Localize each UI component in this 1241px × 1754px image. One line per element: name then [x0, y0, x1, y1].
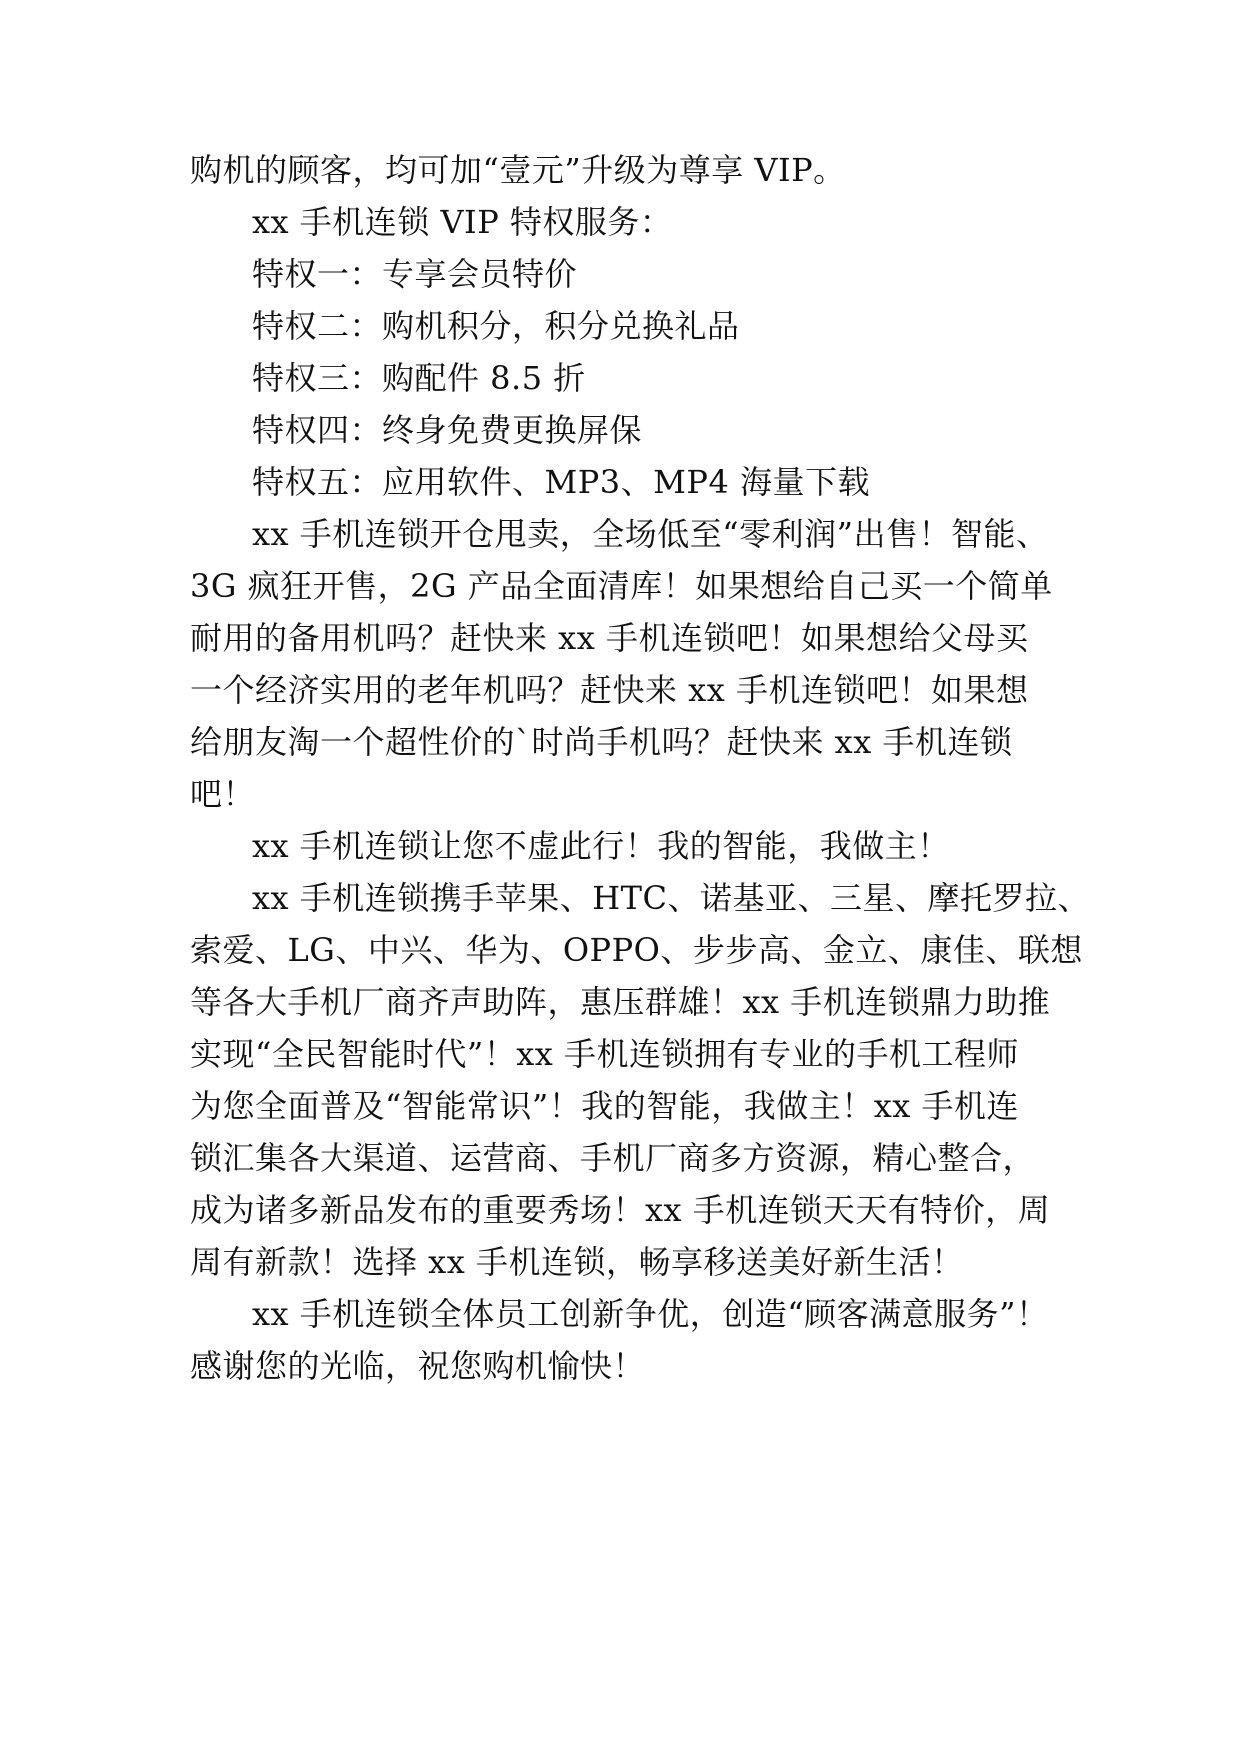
text-line: 特权二：购机积分，积分兑换礼品	[252, 307, 740, 345]
text-line: 特权三：购配件 8.5 折	[252, 359, 586, 397]
text-line: 索爱、LG、中兴、华为、OPPO、步步高、金立、康佳、联想	[190, 931, 1083, 969]
text-line: 实现“全民智能时代”！xx 手机连锁拥有专业的手机工程师	[190, 1035, 1019, 1073]
text-line: xx 手机连锁携手苹果、HTC、诺基亚、三星、摩托罗拉、	[252, 879, 1091, 917]
text-line: 耐用的备用机吗？赶快来 xx 手机连锁吧！如果想给父母买	[190, 619, 1029, 657]
text-line: xx 手机连锁开仓甩卖，全场低至“零利润”出售！智能、	[252, 515, 1049, 553]
text-line: xx 手机连锁 VIP 特权服务：	[252, 203, 673, 241]
text-line: 一个经济实用的老年机吗？赶快来 xx 手机连锁吧！如果想	[190, 671, 1029, 709]
text-line: 吧！	[190, 775, 256, 813]
text-line: 感谢您的光临，祝您购机愉快！	[190, 1347, 646, 1385]
text-line: 3G 疯狂开售，2G 产品全面清库！如果想给自己买一个简单	[190, 567, 1053, 605]
text-line: 成为诸多新品发布的重要秀场！xx 手机连锁天天有特价，周	[190, 1191, 1051, 1229]
text-line: 特权一：专享会员特价	[252, 255, 578, 293]
text-line: 特权五：应用软件、MP3、MP4 海量下载	[252, 463, 870, 501]
text-line: 购机的顾客，均可加“壹元”升级为尊享 VIP。	[190, 151, 846, 189]
text-line: xx 手机连锁让您不虚此行！我的智能，我做主！	[252, 827, 950, 865]
text-line: xx 手机连锁全体员工创新争优，创造“顾客满意服务”！	[252, 1295, 1049, 1333]
text-line: 给朋友淘一个超性价的`时尚手机吗？赶快来 xx 手机连锁	[190, 723, 1013, 761]
text-line: 特权四：终身免费更换屏保	[252, 411, 643, 449]
text-line: 锁汇集各大渠道、运营商、手机厂商多方资源，精心整合，	[190, 1139, 1036, 1177]
text-line: 周有新款！选择 xx 手机连锁，畅享移送美好新生活！	[190, 1243, 964, 1281]
text-line: 等各大手机厂商齐声助阵，惠压群雄！xx 手机连锁鼎力助推	[190, 983, 1051, 1021]
text-line: 为您全面普及“智能常识”！我的智能，我做主！xx 手机连	[190, 1087, 1019, 1125]
